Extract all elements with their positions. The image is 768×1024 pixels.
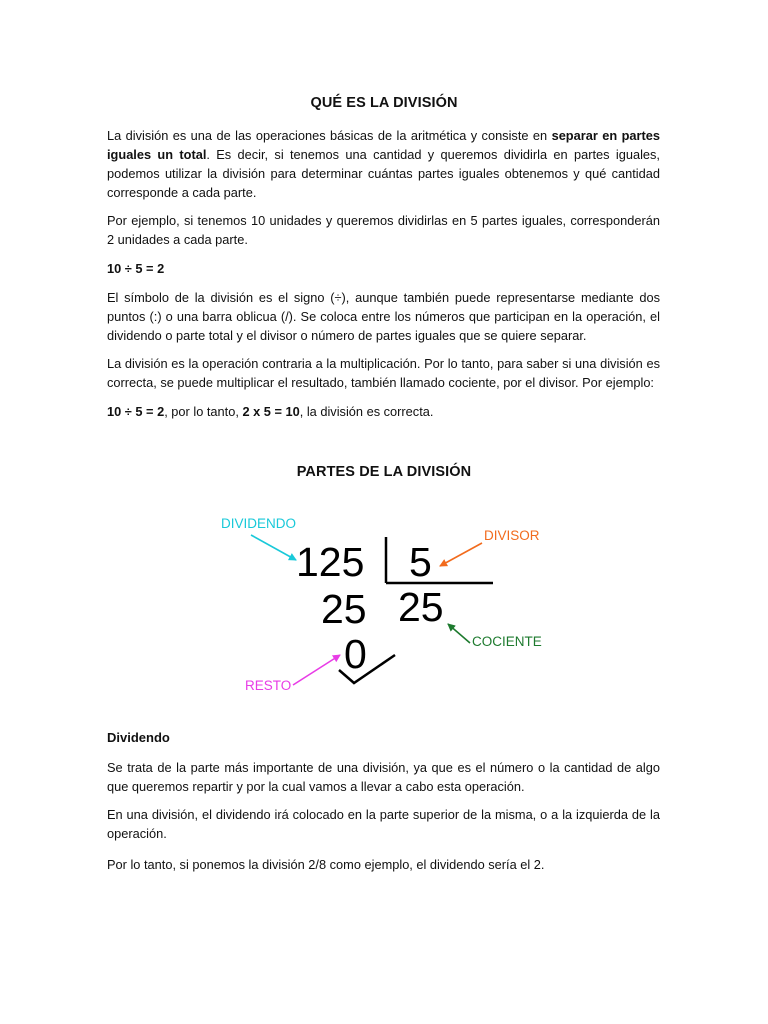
intro-bold-text: separar en partes iguales un total — [107, 128, 661, 162]
intro-paragraph — [107, 126, 660, 202]
dividendo-paragraph-2: En una división, el dividendo irá colocado en la parte superior de la misma, o a la izquierda de la operación. — [107, 807, 660, 841]
intro-text: La división es una de las operaciones básicas de la aritmética y consiste en — [107, 128, 552, 143]
symbol-paragraph: El símbolo de la división es el signo (÷), aunque también puede representarse mediante dos puntos (:) o una barra oblicua (/). Se coloca entre los números que participan en la operación, el dividendo o parte total y el divisor o número de partes iguales que se quiere separar. — [107, 290, 660, 343]
check-line — [107, 402, 433, 421]
divisor-arrow — [440, 543, 482, 566]
dividendo-paragraph-1: Se trata de la parte más importante de una división, ya que es el número o la cantidad de algo que queremos repartir y por la cual vamos a llevar a cabo esta operación. — [107, 760, 660, 794]
check-connector: , por lo tanto, — [164, 404, 243, 419]
cociente-arrow — [448, 624, 470, 643]
dividendo-heading: Dividendo — [107, 730, 170, 745]
cociente-label: COCIENTE — [472, 634, 542, 649]
intro-text-end: . Es decir, si tenemos una cantidad y queremos dividirla en partes iguales, podemos utilizar la división para determinar cuántas partes iguales obtenemos y qué cantidad corresponde a cada parte. — [107, 147, 660, 200]
dividendo-label: DIVIDENDO — [221, 516, 297, 531]
quotient-number: 25 — [398, 584, 444, 630]
parts-title: PARTES DE LA DIVISIÓN — [296, 464, 472, 480]
dividendo-paragraph-3: Por lo tanto, si ponemos la división 2/8 como ejemplo, el dividendo sería el 2. — [107, 857, 545, 872]
example-equation: 10 ÷ 5 = 2 — [107, 261, 165, 276]
resto-arrow — [293, 655, 340, 685]
check-equation-1: 10 ÷ 5 = 2 — [107, 404, 165, 419]
example-paragraph: Por ejemplo, si tenemos 10 unidades y queremos dividirlas en 5 partes iguales, corresponderán 2 unidades a cada parte. — [107, 213, 660, 247]
dividendo-arrow — [251, 535, 296, 560]
remainder-checkmark — [339, 655, 395, 683]
page-title: QUÉ ES LA DIVISIÓN — [310, 95, 458, 111]
divisor-label: DIVISOR — [484, 528, 540, 543]
check-conclusion: , la división es correcta. — [299, 404, 434, 419]
inverse-paragraph: La división es la operación contraria a la multiplicación. Por lo tanto, para saber si una división es correcta, se puede multiplicar el resultado, también llamado cociente, por el divisor. Por ejemplo: — [107, 356, 660, 390]
dividend-number: 125 — [296, 539, 365, 585]
remainder-number: 0 — [344, 631, 367, 677]
divisor-number: 5 — [409, 539, 432, 585]
partial-number: 25 — [321, 586, 367, 632]
resto-label: RESTO — [245, 678, 292, 693]
check-equation-2: 2 x 5 = 10 — [242, 404, 300, 419]
